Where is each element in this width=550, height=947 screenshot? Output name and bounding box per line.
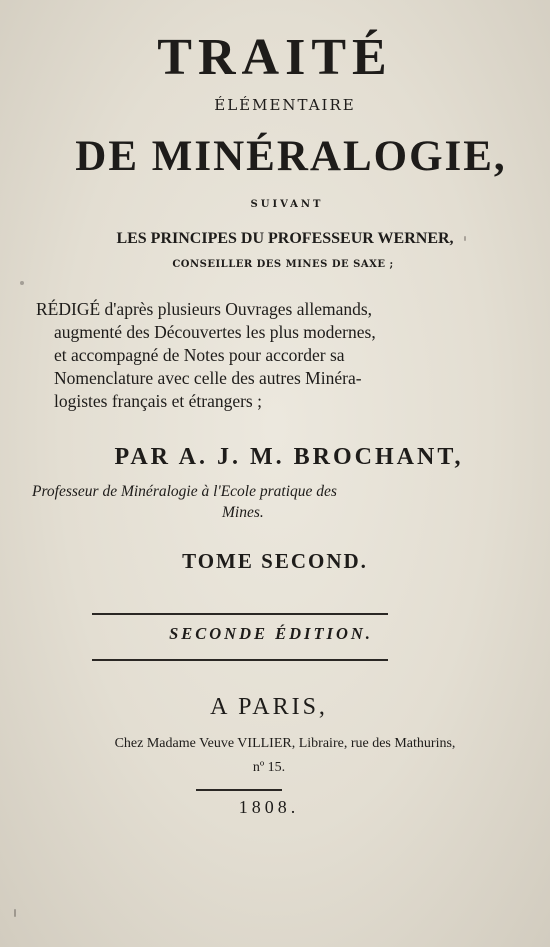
divider-rule xyxy=(92,613,388,615)
book-subtitle-mineralogie: DE MINÉRALOGIE, xyxy=(75,133,507,180)
edition-label: SECONDE ÉDITION. xyxy=(169,624,373,643)
publication-place: A PARIS, xyxy=(210,694,328,720)
description-line: et accompagné de Notes pour accorder sa xyxy=(54,345,345,365)
author-name: PAR A. J. M. BROCHANT, xyxy=(114,444,464,470)
paper-speck xyxy=(464,236,466,241)
description-line: Nomenclature avec celle des autres Minéra- xyxy=(54,368,362,388)
divider-rule xyxy=(92,659,388,661)
book-subtitle-elementaire: ÉLÉMENTAIRE xyxy=(214,96,356,114)
publication-year: 1808. xyxy=(238,797,300,817)
divider-rule-short xyxy=(196,789,282,791)
publisher-line: Chez Madame Veuve VILLIER, Libraire, rue des Mathurins, xyxy=(114,736,456,751)
conseiller-text: CONSEILLER DES MINES DE SAXE ; xyxy=(172,259,394,270)
description-line: RÉDIGÉ d'après plusieurs Ouvrages allemands, xyxy=(36,299,373,319)
description-line: logistes français et étrangers ; xyxy=(54,391,262,411)
paper-speck xyxy=(14,909,16,917)
volume-label: TOME SECOND. xyxy=(182,549,368,573)
book-title: TRAITÉ xyxy=(157,29,393,86)
principes-text: LES PRINCIPES DU PROFESSEUR WERNER, xyxy=(116,230,454,247)
suivant-text: SUIVANT xyxy=(250,199,324,210)
publisher-number: nº 15. xyxy=(252,760,286,775)
author-title-line: Mines. xyxy=(222,504,264,521)
description-line: augmenté des Découvertes les plus modernes, xyxy=(54,322,376,342)
author-title-line: Professeur de Minéralogie à l'Ecole pratique des xyxy=(32,483,337,500)
paper-speck xyxy=(20,281,24,285)
author-title xyxy=(32,481,462,523)
description-paragraph xyxy=(36,298,460,413)
